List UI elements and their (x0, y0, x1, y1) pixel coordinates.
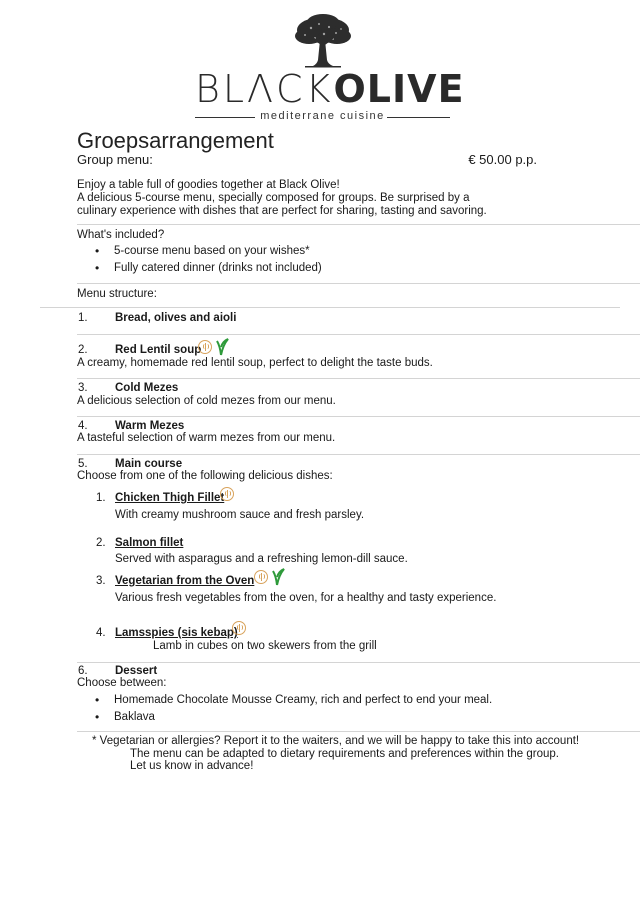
dish-description: Served with asparagus and a refreshing lemon-dill sauce. (115, 553, 408, 565)
intro-paragraph (77, 179, 557, 218)
dish-name: Vegetarian from the Oven (115, 575, 255, 587)
list-item: • Baklava (91, 709, 492, 726)
course-number: 2. (78, 344, 88, 356)
vegetarian-leaf-icon (214, 337, 230, 356)
brand-logo (195, 14, 465, 122)
gluten-free-icon (198, 340, 212, 354)
course-name: Warm Mezes (115, 420, 185, 432)
tagline-rule-right (387, 117, 450, 118)
course-description: A creamy, homemade red lentil soup, perfect to delight the taste buds. (77, 357, 433, 369)
course-name: Main course (115, 458, 183, 470)
course-description: A delicious selection of cold mezes from our menu. (77, 395, 336, 407)
subtitle-row (77, 152, 537, 167)
gluten-free-icon (232, 621, 246, 635)
divider (77, 224, 640, 225)
dish-description: With creamy mushroom sauce and fresh parsley. (115, 509, 365, 521)
dish-number: 2. (96, 537, 106, 549)
brand-wordmark (195, 67, 465, 111)
divider (77, 416, 640, 417)
included-list (91, 243, 322, 277)
gluten-free-icon (254, 570, 268, 584)
included-heading: What's included? (77, 229, 165, 241)
dish-name: Chicken Thigh Fillet (115, 492, 225, 504)
list-item: • 5-course menu based on your wishes* (91, 243, 322, 260)
list-item: • Fully catered dinner (drinks not included) (91, 260, 322, 277)
brand-name-bold: OLIVE (333, 67, 465, 111)
intro-line: culinary experience with dishes that are perfect for sharing, tasting and savoring. (77, 205, 487, 217)
course-name: Bread, olives and aioli (115, 312, 237, 324)
footnote: The menu can be adapted to dietary requirements and preferences within the group. (130, 748, 559, 760)
divider (77, 454, 640, 455)
list-item: • Homemade Chocolate Mousse Creamy, rich and perfect to end your meal. (91, 692, 492, 709)
course-name: Dessert (115, 665, 158, 677)
course-name: Cold Mezes (115, 382, 179, 394)
dish-number: 3. (96, 575, 106, 587)
course-description: Choose between: (77, 677, 167, 689)
footnote: * Vegetarian or allergies? Report it to the waiters, and we will be happy to take this into account! (92, 735, 580, 747)
menu-price: € 50.00 p.p. (468, 152, 537, 167)
intro-line: Enjoy a table full of goodies together at Black Olive! (77, 179, 340, 191)
dish-name: Salmon fillet (115, 537, 184, 549)
dish-description: Various fresh vegetables from the oven, for a healthy and tasty experience. (115, 592, 497, 604)
dessert-list (91, 692, 492, 726)
dish-number: 4. (96, 627, 106, 639)
course-description: A tasteful selection of warm mezes from our menu. (77, 432, 336, 444)
brand-name-light: BLΛCK (195, 67, 334, 111)
gluten-free-icon (220, 487, 234, 501)
dish-description: Lamb in cubes on two skewers from the grill (153, 640, 377, 652)
course-number: 3. (78, 382, 88, 394)
page-title: Groepsarrangement (77, 128, 274, 153)
divider (77, 283, 640, 284)
divider (77, 662, 640, 663)
structure-heading: Menu structure: (77, 288, 157, 300)
group-menu-label: Group menu: (77, 152, 153, 167)
footnote: Let us know in advance! (130, 760, 254, 772)
course-number: 4. (78, 420, 88, 432)
course-number: 5. (78, 458, 88, 470)
dish-number: 1. (96, 492, 106, 504)
dish-name: Lamsspies (sis kebap) (115, 627, 238, 639)
divider (40, 307, 620, 308)
divider (77, 334, 640, 335)
course-number: 6. (78, 665, 88, 677)
vegetarian-leaf-icon (270, 567, 286, 586)
tagline: mediterrane cuisine (260, 110, 385, 122)
divider (77, 731, 640, 732)
course-name: Red Lentil soup (115, 344, 202, 356)
intro-line: A delicious 5-course menu, specially composed for groups. Be surprised by a (77, 192, 470, 204)
olive-tree-icon (291, 14, 355, 68)
course-description: Choose from one of the following delicious dishes: (77, 470, 333, 482)
course-number: 1. (78, 312, 88, 324)
divider (77, 378, 640, 379)
